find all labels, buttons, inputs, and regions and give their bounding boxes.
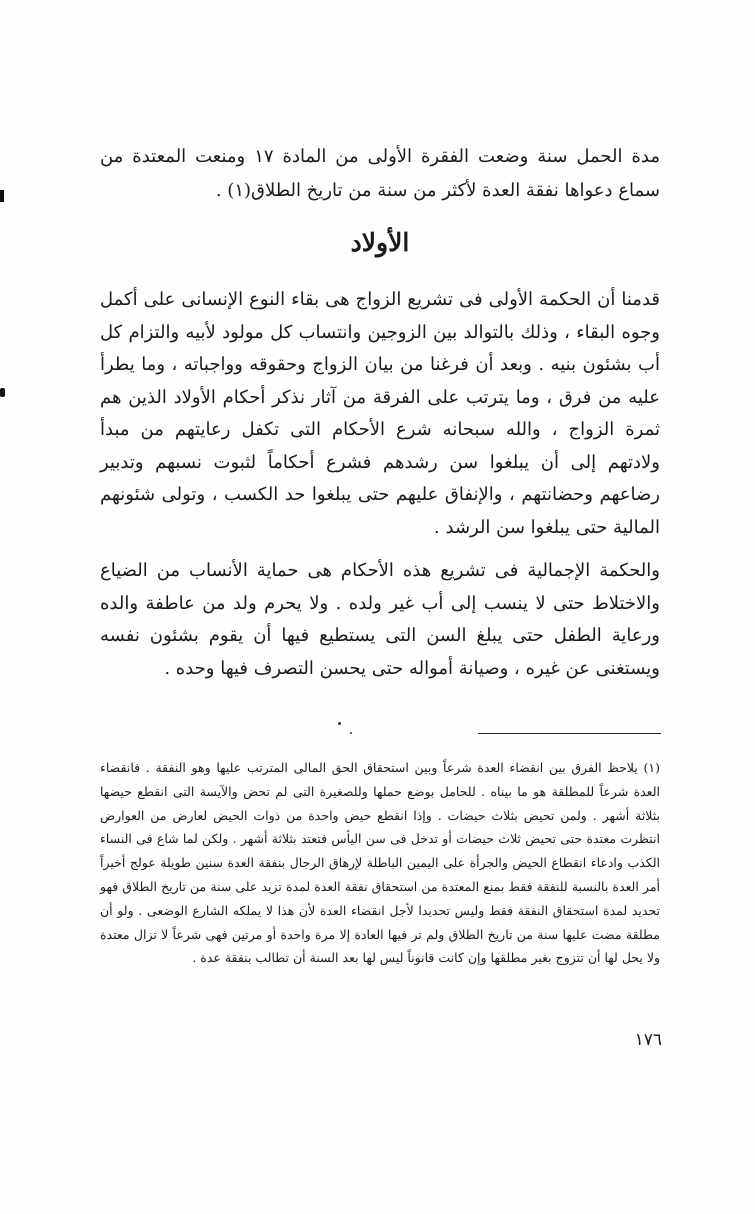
scan-speck (350, 732, 352, 734)
page-number: ١٧٦ (634, 1030, 662, 1050)
body-paragraph-1: قدمنا أن الحكمة الأولى فى تشريع الزواج هى بقاء النوع الإنسانى على أكمل وجوه البقاء ، وذلك بالتوالد بين الزوجين وانتساب كل مولود لأبيه والتزام كل أب بشئون بنيه . وبعد أن فرغنا من بيان الزواج وحقوقه وواجباته ، وما يطرأ عليه من فرق ، وما يترتب على الفرقة من آثار نذكر أحكام الأولاد الذين هم ثمرة الزواج ، والله سبحانه شرع الأحكام التى تكفل رعايتهم من مبدأ ولادتهم إلى أن يبلغوا سن رشدهم فشرع أحكاماً لثبوت نسبهم وتدبير رضاعهم وحضانتهم ، والإنفاق عليهم حتى يبلغوا حد الكسب ، وتولى شئونهم المالية حتى يبلغوا سن الرشد . (100, 289, 660, 538)
footnote: (١) يلاحظ الفرق بين انقضاء العدة شرعاً وبين استحقاق الحق المالى المترتب عليها وهو النفقة . فانقضاء العدة شرعاً للمطلقة هو ما بيناه . للحامل بوضع حملها وللصغيرة التى لم تحض والآيسة التى انقطع حيضها بثلاثة أشهر . ولمن تحيض بثلاث حيضات . وإذا انقطع حيض واحدة من ذوات الحيض لعارض من العوارض انتظرت معتدة حتى تحيض ثلاث حيضات أو تدخل فى سن اليأس فتعتد بثلاثة أشهر . ولكن لما شاع فى النساء الكذب وادعاء انقطاع الحيض والجرأة على اليمين الباطلة لإرهاق الرجال بنفقة العدة سنين طويلة عولج أخيراً أمر العدة بالنسبة للنفقة فقط بمنع المعتدة من استحقاق نفقة العدة لمدة تزيد على سنة من تاريخ الطلاق فهو تحديد لمدة استحقاق النفقة فقط وليس تحديدا لأجل انقضاء العدة لأن هذا لا يملكه الشارع الوضعى . ولو أن مطلقة مضت عليها سنة من تاريخ الطلاق ولم تر فيها العادة إلا مرة واحدة أو مرتين فهى شرعاً لا تزال معتدة ولا يحل لها أن تتزوج بغير مطلقها وإن كانت قانوناً ليس لها بعد السنة أن تطالب بنفقة عدة . (100, 760, 660, 966)
body-paragraph-2: والحكمة الإجمالية فى تشريع هذه الأحكام هى حماية الأنساب من الضياع والاختلاط حتى لا ينسب إلى أب غير ولده . ولا يحرم ولد من عاطفة والده ورعاية الطفل حتى يبلغ السن التى يستطيع فيها أن يقوم بشئون نفسه ويستغنى عن غيره ، وصيانة أمواله حتى يحسن التصرف فيها وحده . (100, 560, 660, 679)
intro-paragraph: مدة الحمل سنة وضعت الفقرة الأولى من المادة ١٧ ومنعت المعتدة من سماع دعواها نفقة العدة لأكثر من سنة من تاريخ الطلاق(١) . (100, 146, 660, 201)
footnote-separator (478, 733, 661, 734)
scan-edge-mark (0, 190, 4, 202)
scan-edge-mark (0, 388, 5, 397)
section-heading: الأولاد (350, 228, 410, 257)
scan-speck (338, 722, 341, 725)
